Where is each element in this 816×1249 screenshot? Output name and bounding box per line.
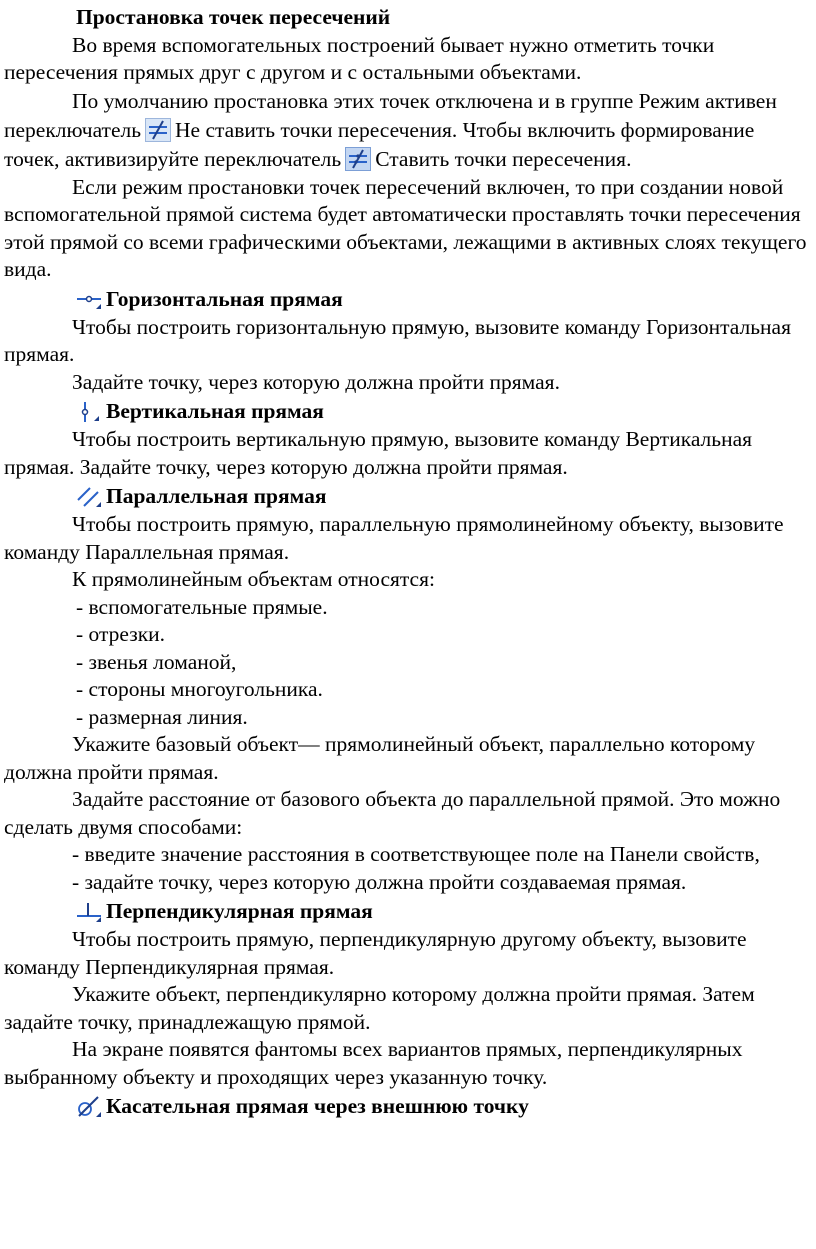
text-span: По умолчанию простановка этих точек отключена и в группе Режим активен переключатель <box>4 88 777 142</box>
text-span: Не ставить точки пересечения. Чтобы включить формирование точек, активизируйте переключатель <box>4 117 755 171</box>
list-item: - размерная линия. <box>76 704 248 729</box>
paragraph: - введите значение расстояния в соответствующее поле на Панели свойств, <box>72 842 760 866</box>
paragraph: К прямолинейным объектам относятся: <box>72 567 435 591</box>
heading-text: Параллельная прямая <box>106 484 327 509</box>
paragraph: Задайте расстояние от базового объекта до параллельной прямой. Это можно сделать двумя способами: <box>4 787 781 839</box>
paragraph: Чтобы построить прямую, перпендикулярную другому объекту, вызовите команду Перпендикулярная прямая. <box>4 927 747 979</box>
not-equal-toggle-icon <box>145 118 171 142</box>
tangent-line-icon <box>76 1096 102 1118</box>
list-item: - вспомогательные прямые. <box>76 594 328 619</box>
paragraph: Задайте точку, через которую должна пройти прямая. <box>72 369 560 394</box>
paragraph: Укажите объект, перпендикулярно которому должна пройти прямая. Затем задайте точку, принадлежащую прямой. <box>4 982 755 1034</box>
not-equal-active-toggle-icon <box>345 147 371 171</box>
heading-text: Перпендикулярная прямая <box>106 899 373 924</box>
section-title-tangent <box>4 1093 812 1121</box>
list-item: - отрезки. <box>76 622 166 646</box>
heading-text: Горизонтальная прямая <box>106 286 343 311</box>
horizontal-line-icon <box>76 289 102 311</box>
paragraph: Если режим простановки точек пересечений включен, то при создании новой вспомогательной прямой система будет автоматически проставлять точки пересечения этой прямой со всеми графическими объектами, лежащими в активных слоях текущего вида. <box>4 174 807 281</box>
section-title-intersections: Простановка точек пересечений <box>76 5 391 29</box>
heading-text: Касательная прямая через внешнюю точку <box>106 1094 529 1119</box>
text-span: Ставить точки пересечения. <box>375 146 632 171</box>
section-title-horizontal <box>4 286 812 314</box>
paragraph: - задайте точку, через которую должна пройти создаваемая прямая. <box>72 869 687 894</box>
section-title-parallel <box>4 483 812 511</box>
section-title-vertical <box>4 398 812 426</box>
section-title-perpendicular <box>4 898 812 926</box>
paragraph: Чтобы построить горизонтальную прямую, вызовите команду Горизонтальная прямая. <box>4 314 791 366</box>
perpendicular-line-icon <box>76 901 102 923</box>
list-item: - звенья ломаной, <box>76 649 237 674</box>
list-item: - стороны многоугольника. <box>76 677 323 701</box>
paragraph: Во время вспомогательных построений бывает нужно отметить точки пересечения прямых друг с другом и с остальными объектами. <box>4 32 715 84</box>
paragraph: На экране появятся фантомы всех вариантов прямых, перпендикулярных выбранному объекту и проходящих через указанную точку. <box>4 1037 743 1089</box>
heading-text: Вертикальная прямая <box>106 399 324 424</box>
paragraph-toggle <box>4 87 812 174</box>
parallel-line-icon <box>76 486 102 508</box>
paragraph: Чтобы построить вертикальную прямую, вызовите команду Вертикальная прямая. Задайте точку, через которую должна пройти прямая. <box>4 427 753 479</box>
paragraph: Чтобы построить прямую, параллельную прямолинейному объекту, вызовите команду Параллельная прямая. <box>4 512 784 564</box>
paragraph: Укажите базовый объект— прямолинейный объект, параллельно которому должна пройти прямая. <box>4 732 756 784</box>
vertical-line-icon <box>76 401 102 423</box>
